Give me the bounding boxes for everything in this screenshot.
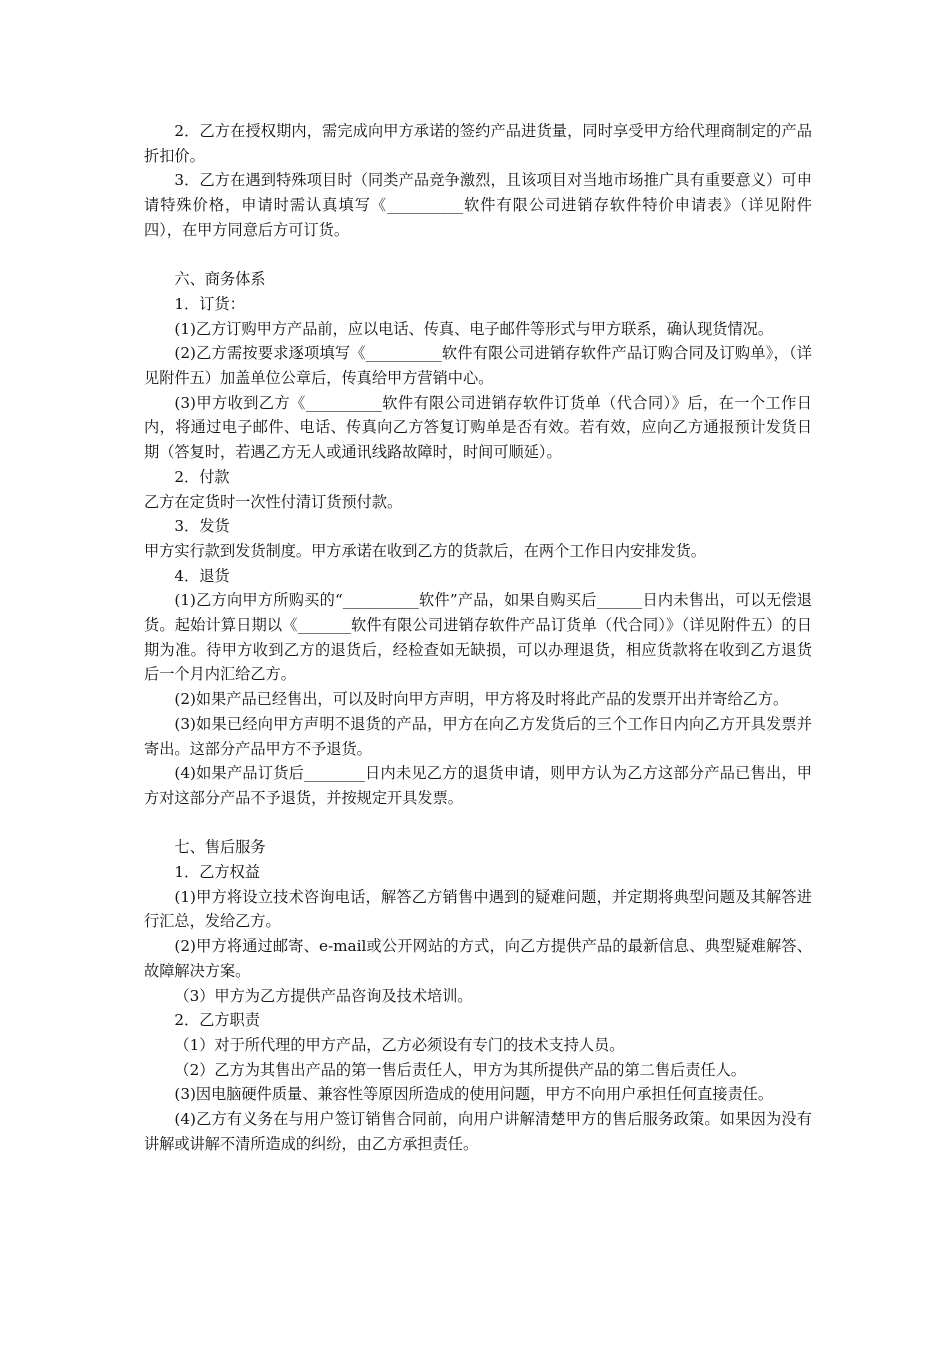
- returns-item-1: (1)乙方向甲方所购买的“__________软件”产品，如果自购买后______日内未售出，可以无偿退货。起始计算日期以《_______软件有限公司进销存软件产品订货单（代合同）》（详见附件五）的日期为准。待甲方收到乙方的退货后，经检查如无缺损，可以办理退货，相应货款将在收到乙方退货后一个月内汇给乙方。: [144, 591, 812, 684]
- returns-item-2: (2)如果产品已经售出，可以及时向甲方声明，甲方将及时将此产品的发票开出并寄给乙方。: [174, 690, 789, 709]
- returns-item-4: (4)如果产品订货后________日内未见乙方的退货申请，则甲方认为乙方这部分产品已售出，甲方对这部分产品不予退货，并按规定开具发票。: [144, 764, 812, 807]
- section-gap: [144, 811, 812, 836]
- rights-item-3: （3）甲方为乙方提供产品咨询及技术培训。: [174, 986, 473, 1005]
- clause-2-order-quota: 2．乙方在授权期内，需完成向甲方承诺的签约产品进货量，同时享受甲方给代理商制定的产品折扣价。: [144, 122, 812, 165]
- subheading-ordering: 1．订货：: [174, 294, 245, 313]
- subheading-returns: 4．退货: [174, 566, 230, 585]
- section-heading-business-system: 六、商务体系: [174, 270, 266, 289]
- subheading-rights: 1．乙方权益: [174, 863, 260, 882]
- clause-3-special-price: 3．乙方在遇到特殊项目时（同类产品竞争激烈，且该项目对当地市场推广具有重要意义）可申请特殊价格，申请时需认真填写《__________软件有限公司进销存软件特价申请表》（详见附件四），在甲方同意后方可订货。: [144, 171, 812, 239]
- duties-item-4: (4)乙方有义务在与用户签订销售合同前，向用户讲解清楚甲方的售后服务政策。如果因为没有讲解或讲解不清所造成的纠纷，由乙方承担责任。: [144, 1110, 812, 1153]
- returns-item-3: (3)如果已经向甲方声明不退货的产品，甲方在向乙方发货后的三个工作日内向乙方开具发票并寄出。这部分产品甲方不予退货。: [144, 714, 812, 758]
- ordering-item-2: (2)乙方需按要求逐项填写《__________软件有限公司进销存软件产品订购合同及订购单》，（详见附件五）加盖单位公章后，传真给甲方营销中心。: [144, 344, 812, 388]
- document-body: [144, 119, 812, 1157]
- payment-text: 乙方在定货时一次性付清订货预付款。: [144, 492, 403, 511]
- subheading-shipping: 3．发货: [174, 517, 230, 536]
- rights-item-1: (1)甲方将设立技术咨询电话，解答乙方销售中遇到的疑难问题，并定期将典型问题及其解答进行汇总，发给乙方。: [144, 887, 812, 931]
- rights-item-2: (2)甲方将通过邮寄、e-mail或公开网站的方式，向乙方提供产品的最新信息、典型疑难解答、故障解决方案。: [144, 937, 812, 980]
- duties-item-2: （2）乙方为其售出产品的第一售后责任人，甲方为其所提供产品的第二售后责任人。: [174, 1060, 746, 1079]
- subheading-duties: 2．乙方职责: [174, 1011, 260, 1030]
- shipping-text: 甲方实行款到发货制度。甲方承诺在收到乙方的货款后，在两个工作日内安排发货。: [144, 541, 706, 560]
- ordering-item-3: (3)甲方收到乙方《__________软件有限公司进销存软件订货单（代合同）》后，在一个工作日内，将通过电子邮件、电话、传真向乙方答复订购单是否有效。若有效，应向乙方通报预计发货日期（答复时，若遇乙方无人或通讯线路故障时，时间可顺延）。: [144, 393, 812, 462]
- duties-item-1: （1）对于所代理的甲方产品，乙方必须设有专门的技术支持人员。: [174, 1035, 625, 1054]
- section-gap: [144, 243, 812, 268]
- section-heading-after-sales: 七、售后服务: [174, 838, 266, 857]
- duties-item-3: (3)因电脑硬件质量、兼容性等原因所造成的使用问题，甲方不向用户承担任何直接责任。: [174, 1085, 774, 1104]
- subheading-payment: 2．付款: [174, 467, 230, 486]
- ordering-item-1: (1)乙方订购甲方产品前，应以电话、传真、电子邮件等形式与甲方联系，确认现货情况。: [174, 319, 774, 338]
